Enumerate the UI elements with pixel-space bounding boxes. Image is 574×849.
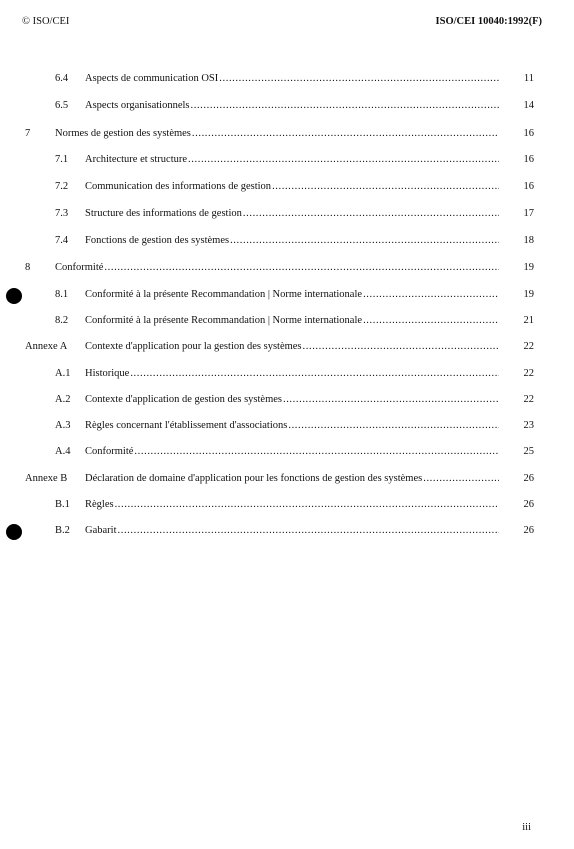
toc-entry-title-line [85, 499, 499, 510]
toc-entry[interactable] [0, 262, 574, 276]
toc-entry[interactable] [0, 235, 574, 249]
toc-leader-dots [192, 128, 499, 139]
toc-entry[interactable] [0, 446, 574, 460]
toc-entry-page: 16 [523, 154, 534, 165]
toc-leader-dots [230, 235, 499, 246]
toc-entry-title: Conformité [85, 446, 134, 457]
toc-leader-dots [363, 315, 499, 326]
toc-entry[interactable] [0, 315, 574, 329]
change-marker-bullet [6, 524, 22, 540]
toc-entry-page: 22 [523, 368, 534, 379]
toc-entry[interactable] [0, 181, 574, 195]
toc-entry[interactable] [0, 420, 574, 434]
toc-entry-page: 11 [523, 73, 534, 84]
toc-entry-page: 17 [523, 208, 534, 219]
toc-entry-title-line [55, 262, 499, 273]
toc-entry-title-line [85, 154, 499, 165]
toc-entry[interactable] [0, 473, 574, 487]
toc-entry-title: Normes de gestion des systèmes [55, 128, 191, 139]
toc-leader-dots [130, 368, 499, 379]
toc-entry-number: 8.2 [55, 315, 69, 326]
toc-entry[interactable] [0, 289, 574, 303]
toc-entry-title: Conformité à la présente Recommandation | Norme internationale [85, 289, 363, 300]
toc-entry-title-line [85, 235, 499, 246]
toc-entry-title-line [85, 525, 499, 536]
toc-entry-number: 7.3 [55, 208, 69, 219]
toc-entry[interactable] [0, 73, 574, 87]
toc-entry-title: Contexte d'application pour la gestion des systèmes [85, 341, 302, 352]
toc-entry-title: Déclaration de domaine d'application pour les fonctions de gestion des systèmes [85, 473, 423, 484]
toc-entry-title-line [85, 100, 499, 111]
change-marker-bullet [6, 288, 22, 304]
toc-entry-page: 19 [523, 289, 534, 300]
toc-entry-number: A.1 [55, 368, 71, 379]
toc-entry-page: 26 [523, 473, 534, 484]
toc-entry-title-line [85, 446, 499, 457]
toc-entry-number: 7.2 [55, 181, 69, 192]
toc-entry[interactable] [0, 100, 574, 114]
toc-entry-page: 16 [523, 181, 534, 192]
page-number: iii [522, 822, 531, 833]
toc-entry-number: 8 [25, 262, 31, 273]
toc-entry-page: 19 [523, 262, 534, 273]
toc-entry-number: 7.1 [55, 154, 69, 165]
toc-entry-title-line [85, 181, 499, 192]
toc-entry[interactable] [0, 208, 574, 222]
toc-entry-title-line [85, 394, 499, 405]
toc-leader-dots [219, 73, 499, 84]
toc-entry[interactable] [0, 499, 574, 513]
toc-leader-dots [283, 394, 499, 405]
toc-entry-page: 14 [523, 100, 534, 111]
toc-entry[interactable] [0, 154, 574, 168]
toc-leader-dots [243, 208, 499, 219]
toc-entry-title: Aspects organisationnels [85, 100, 190, 111]
toc-leader-dots [188, 154, 499, 165]
toc-entry-number: A.2 [55, 394, 71, 405]
toc-leader-dots [191, 100, 500, 111]
toc-entry-number: A.3 [55, 420, 71, 431]
toc-entry[interactable] [0, 341, 574, 355]
toc-entry-title: Historique [85, 368, 130, 379]
toc-entry-page: 25 [523, 446, 534, 457]
toc-entry-title: Conformité à la présente Recommandation | Norme internationale [85, 315, 363, 326]
toc-entry[interactable] [0, 525, 574, 539]
toc-entry-number: 8.1 [55, 289, 69, 300]
header-left: © ISO/CEI [22, 16, 70, 27]
toc-entry-title-line [85, 341, 499, 352]
toc-entry-number: 7 [25, 128, 31, 139]
toc-entry[interactable] [0, 368, 574, 382]
toc-entry-number: 7.4 [55, 235, 69, 246]
toc-entry-page: 26 [523, 525, 534, 536]
toc-entry-page: 16 [523, 128, 534, 139]
toc-entry-number: B.2 [55, 525, 70, 536]
toc-leader-dots [363, 289, 499, 300]
toc-entry-title: Gabarit [85, 525, 117, 536]
toc-leader-dots [423, 473, 499, 484]
toc-entry-title-line [85, 420, 499, 431]
toc-leader-dots [104, 262, 499, 273]
toc-entry-page: 18 [523, 235, 534, 246]
toc-entry-title: Communication des informations de gestion [85, 181, 272, 192]
toc-entry-title: Règles concernant l'établissement d'associations [85, 420, 288, 431]
toc-entry-title: Architecture et structure [85, 154, 188, 165]
toc-entry-title: Contexte d'application de gestion des systèmes [85, 394, 282, 405]
toc-entry-number: Annexe B [25, 473, 68, 484]
toc-entry-page: 23 [523, 420, 534, 431]
toc-entry-title: Aspects de communication OSI [85, 73, 219, 84]
toc-entry-number: 6.4 [55, 73, 69, 84]
toc-entry-title: Structure des informations de gestion [85, 208, 242, 219]
toc-leader-dots [288, 420, 499, 431]
toc-entry-number: A.4 [55, 446, 71, 457]
toc-leader-dots [134, 446, 499, 457]
toc-entry-page: 26 [523, 499, 534, 510]
toc-leader-dots [303, 341, 499, 352]
toc-entry-number: B.1 [55, 499, 70, 510]
toc-entry-title-line [85, 368, 499, 379]
toc-leader-dots [115, 499, 499, 510]
toc-entry-title-line [85, 73, 499, 84]
toc-entry[interactable] [0, 128, 574, 142]
toc-leader-dots [272, 181, 499, 192]
toc-entry-title: Conformité [55, 262, 104, 273]
toc-entry-page: 22 [523, 341, 534, 352]
toc-entry-number: Annexe A [25, 341, 68, 352]
toc-entry[interactable] [0, 394, 574, 408]
toc-entry-title-line [85, 289, 499, 300]
header-right: ISO/CEI 10040:1992(F) [435, 16, 542, 27]
toc-entry-title-line [85, 315, 499, 326]
toc-entry-title-line [85, 208, 499, 219]
toc-entry-title-line [85, 473, 499, 484]
toc-entry-page: 21 [523, 315, 534, 326]
toc-entry-title: Règles [85, 499, 114, 510]
toc-entry-title-line [55, 128, 499, 139]
toc-entry-title: Fonctions de gestion des systèmes [85, 235, 230, 246]
toc-entry-number: 6.5 [55, 100, 69, 111]
toc-entry-page: 22 [523, 394, 534, 405]
toc-leader-dots [118, 525, 500, 536]
